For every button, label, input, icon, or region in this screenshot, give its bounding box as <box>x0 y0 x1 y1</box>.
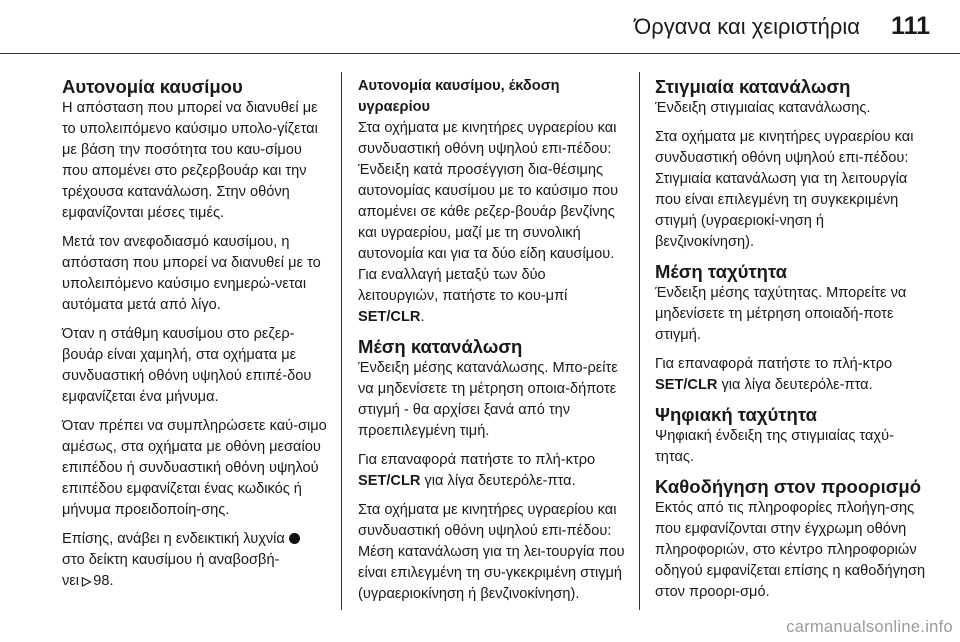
section-heading-route-guidance: Καθοδήγηση στον προορισμό <box>655 476 922 497</box>
section-heading-fuel-range: Αυτονομία καυσίμου <box>62 76 243 97</box>
section-heading-digital-speed: Ψηφιακή ταχύτητα <box>655 404 817 425</box>
paragraph: Μετά τον ανεφοδιασμό καυσίμου, η απόσταση που μπορεί να διανυθεί με το υπολειπόμενο καύσιμο ενημερώ-νεται αυτόματα μετά από λίγο. <box>62 234 321 313</box>
column-divider-1 <box>341 72 342 610</box>
page-header-title: Όργανα και χειριστήρια <box>634 14 860 39</box>
paragraph: Εκτός από τις πληροφορίες πλοήγη-σης που εμφανίζονται στην έγχρωμη οθόνη πληροφοριών, στο κέντρο πληροφοριών οδηγού εμφανίζεται επίσης η καθοδήγηση στον προορι-σμό. <box>655 500 926 600</box>
fuel-warning-dot-icon <box>289 533 300 544</box>
section-heading-lpg-range: Αυτονομία καυσίμου, έκδοση υγραερίου <box>358 78 560 115</box>
page-number: 111 <box>891 12 930 40</box>
column-left <box>62 76 327 600</box>
section-heading-avg-consumption: Μέση κατανάλωση <box>358 336 523 357</box>
set-clr-button-label: SET/CLR <box>358 309 421 325</box>
paragraph <box>358 118 626 328</box>
paragraph <box>655 354 927 396</box>
text-span: Για επαναφορά πατήστε το πλή-κτρο <box>655 356 893 372</box>
set-clr-button-label: SET/CLR <box>655 377 718 393</box>
text-span: Στα οχήματα με κινητήρες υγραερίου και συνδυαστική οθόνη υψηλού επι-πέδου: Ένδειξη κατά προσέγγιση δια-θέσιμης αυτονομίας καυσίμου με το καύσιμο που απομένει σε κάθε ρεζερ-βουάρ βενζίνης και υγραερίου, μαζί με τη συνολική αυτονομία και για τα δύο είδη καυσίμου. Για εναλλαγή μεταξύ των δύο λειτουργιών, πατήστε το κου-μπί <box>358 120 619 304</box>
paragraph <box>358 450 626 492</box>
text-span: για λίγα δευτερόλε-πτα. <box>721 377 873 393</box>
paragraph: Όταν πρέπει να συμπληρώσετε καύ-σιμο αμέσως, στα οχήματα με οθόνη μεσαίου επιπέδου ή συνδυαστική οθόνη υψηλού επιπέδου εμφανίζεται ένας κωδικός ή μήνυμα προειδοποίη-σης. <box>62 418 327 518</box>
paragraph: Η απόσταση που μπορεί να διανυθεί με το υπολειπόμενο καύσιμο υπολο-γίζεται με βάση την ποσότητα του καυ-σίμου που απομένει στο ρεζερβουάρ και την τρέχουσα κατανάλωση. Στην οθόνη εμφανίζονται μέσες τιμές. <box>62 100 318 221</box>
paragraph: Ένδειξη μέσης ταχύτητας. Μπορείτε να μηδενίσετε τη μέτρηση οποιαδή-ποτε στιγμή. <box>655 285 907 343</box>
text-span: Για επαναφορά πατήστε το πλή-κτρο <box>358 452 596 468</box>
page-reference-link[interactable]: 98. <box>93 573 114 589</box>
section-heading-instant-consumption: Στιγμιαία κατανάλωση <box>655 76 851 97</box>
paragraph: Ένδειξη μέσης κατανάλωσης. Μπο-ρείτε να μηδενίσετε τη μέτρηση οποια-δήποτε στιγμή - θα αρχίσει ξανά από την προεπιλεγμένη τιμή. <box>358 360 618 439</box>
column-divider-2 <box>639 72 640 610</box>
header-divider <box>0 53 960 54</box>
text-span: για λίγα δευτερόλε-πτα. <box>424 473 576 489</box>
watermark-text: carmanualsonline.info <box>786 618 953 636</box>
paragraph: Ψηφιακή ένδειξη της στιγμιαίας ταχύ-τητας. <box>655 428 894 465</box>
paragraph: Στα οχήματα με κινητήρες υγραερίου και συνδυαστική οθόνη υψηλού επι-πέδου: Μέση κατανάλωση για τη λει-τουργία που είναι επιλεγμένη τη συ-γκεκριμένη στιγμή (υγραεριοκίνηση ή βενζινοκίνηση). <box>358 502 625 602</box>
section-heading-avg-speed: Μέση ταχύτητα <box>655 261 788 282</box>
text-span: Επίσης, ανάβει η ενδεικτική λυχνία <box>62 531 285 547</box>
set-clr-button-label: SET/CLR <box>358 473 421 489</box>
paragraph: Στα οχήματα με κινητήρες υγραερίου και συνδυαστική οθόνη υψηλού επι-πέδου: Στιγμιαία κατανάλωση για τη λειτουργία που είναι επιλεγμένη τη συγκεκριμένη στιγμή (υγραεριοκί-νηση ή βενζινοκίνηση). <box>655 129 914 250</box>
paragraph-fuel-light <box>62 529 327 592</box>
text-span: . <box>420 309 425 325</box>
paragraph: Όταν η στάθμη καυσίμου στο ρεζερ-βουάρ είναι χαμηλή, στα οχήματα με συνδυαστική οθόνη υψηλού επιπέ-δου εμφανίζεται ένα μήνυμα. <box>62 326 312 405</box>
column-middle <box>358 76 626 613</box>
paragraph: Ένδειξη στιγμιαίας κατανάλωσης. <box>655 100 871 116</box>
reference-arrow-icon: ▷ <box>82 574 92 588</box>
column-right <box>655 76 927 611</box>
text-span: στο δείκτη καυσίμου ή αναβοσβή-νει <box>62 552 280 589</box>
